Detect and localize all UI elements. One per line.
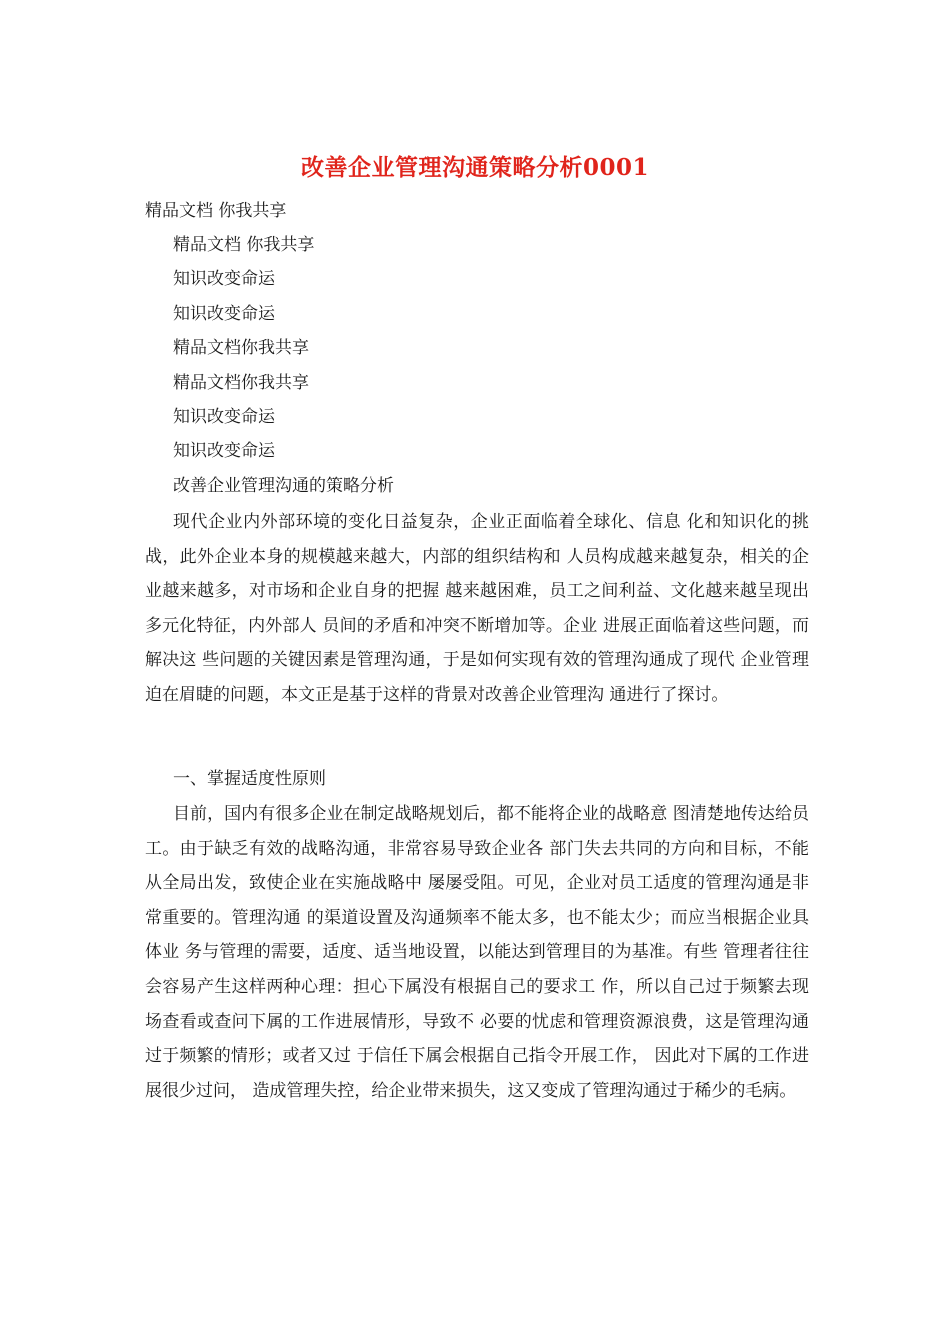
short-line: 知识改变命运: [173, 441, 275, 462]
short-line: 改善企业管理沟通的策略分析: [173, 475, 394, 496]
short-line: 知识改变命运: [173, 406, 275, 427]
short-line: 知识改变命运: [173, 269, 275, 290]
paragraph-section-1: 目前，国内有很多企业在制定战略规划后，都不能将企业的战略意 图清楚地传达给员工。由于缺乏有效的战略沟通，非常容易导致企业各 部门失去共同的方向和目标，不能从全局出发，致使企业在实施战略中 屡屡受阻。可见，企业对员工适度的管理沟通是非常重要的。管理沟通 的渠道设置及沟通频率不能太多，也不能太少；而应当根据企业具体业 务与管理的需要，适度、适当地设置，以能达到管理目的为基准。有些 管理者往往会容易产生这样两种心理：担心下属没有根据自己的要求工 作，所以自己过于频繁去现场查看或查问下属的工作进展情形，导致不 必要的忧虑和管理资源浪费，这是管理沟通过于频繁的情形；或者又过 于信任下属会根据自己指令开展工作， 因此对下属的工作进展很少过问， 造成管理失控，给企业带来损失，这又变成了管理沟通过于稀少的毛病。: [145, 804, 809, 1101]
short-lines-list: [173, 230, 394, 505]
section-heading: 一、掌握适度性原则: [173, 769, 326, 789]
short-line: 知识改变命运: [173, 303, 275, 324]
short-line: 精品文档你我共享: [173, 338, 309, 359]
header-line: 精品文档 你我共享: [145, 201, 287, 221]
short-line: 精品文档 你我共享: [173, 235, 315, 255]
document-title: 改善企业管理沟通策略分析0001: [300, 154, 649, 181]
paragraph-intro: 现代企业内外部环境的变化日益复杂，企业正面临着全球化、信息 化和知识化的挑战，此外企业本身的规模越来越大，内部的组织结构和 人员构成越来越复杂，相关的企业越来越多，对市场和企业自身的把握 越来越困难，员工之间利益、文化越来越呈现出多元化特征，内外部人 员间的矛盾和冲突不断增加等。企业 进展正面临着这些问题，而解决这 些问题的关键因素是管理沟通，于是如何实现有效的管理沟通成了现代 企业管理迫在眉睫的问题，本文正是基于这样的背景对改善企业管理沟 通进行了探讨。: [145, 512, 809, 705]
short-line: 精品文档你我共享: [173, 372, 309, 393]
